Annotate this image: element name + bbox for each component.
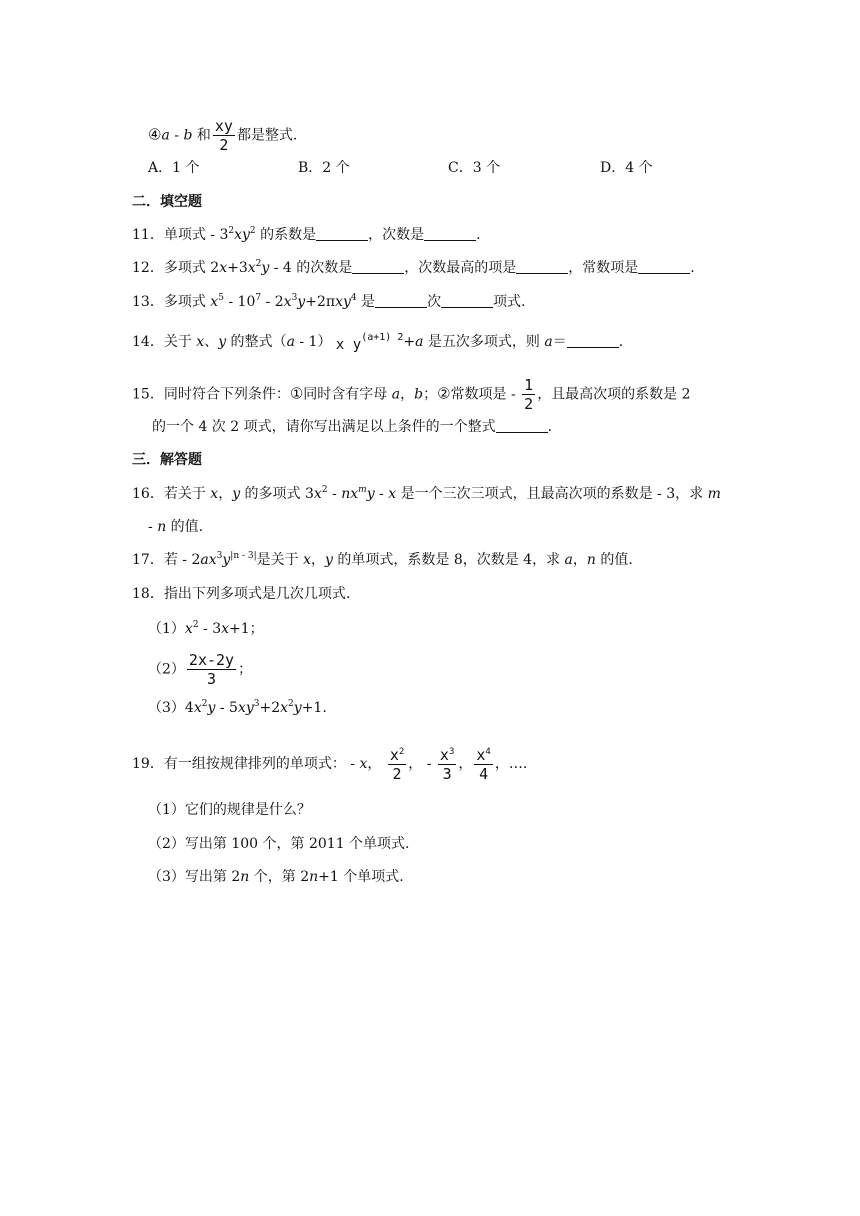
option-b: B．2 个 [298, 160, 350, 176]
option-a: A．1 个 [148, 160, 200, 176]
answer-blank[interactable] [424, 226, 476, 241]
question-18-part-1: $(1)x^2 - 3x+1$； [148, 620, 264, 637]
answer-blank[interactable] [316, 226, 368, 241]
question-16-line-1: 16．若关于 x，y 的多项式 $3x^2 - nx^my$ - x 是一个三次三项式，且最高次项的系数是 - 3，求 m [132, 485, 721, 502]
question-17: 17．若 - $2ax^3y^{|n - 3|}$是关于 x，y 的单项式，系数是 8，次数是 4，求 a，n 的值. [132, 551, 633, 568]
fraction-x2-over-2: $\frac{x^2}{2}$ [389, 745, 405, 783]
answer-blank[interactable] [441, 293, 493, 308]
expression-xy-power: x $y^{(a+1) 2}$ [335, 332, 404, 353]
answer-blank[interactable] [516, 259, 568, 274]
question-19: 19．有一组按规律排列的单项式： - x， $\frac{x^2}{2}$ ， - $\frac{x^3}{3}$ ， $\frac{x^4}{4}$ ，…. [132, 745, 528, 783]
question-12: 12．多项式 $2x+3x^2y - 4$ 的次数是 ，次数最高的项是 ，常数项是 . [132, 259, 695, 276]
question-19-part-3: （3）写出第 2n 个，第 2n+1 个单项式. [148, 869, 404, 885]
question-16-line-2: - n 的值. [148, 519, 204, 535]
question-15-line-2: 的一个 4 次 2 项式，请你写出满足以上条件的一个整式 . [152, 419, 553, 435]
item-10-statement-4: ④a - b 和 $\frac{xy}{2}$ 都是整式. [148, 117, 298, 154]
section-title-fill-blank: 二．填空题 [132, 194, 202, 210]
option-d: D．4 个 [600, 160, 653, 176]
option-c: C．3 个 [448, 160, 501, 176]
question-13: 13．多项式 $x^5 - 10^7 - 2x^3y+2\pi xy^4$ 是 次 项式. [132, 293, 526, 310]
answer-blank[interactable] [375, 293, 427, 308]
question-19-part-2: （2）写出第 100 个，第 2011 个单项式. [148, 836, 410, 852]
answer-blank[interactable] [638, 259, 690, 274]
question-11: 11．单项式 - $3^2xy^2$ 的系数是 ，次数是 . [132, 226, 481, 243]
answer-blank[interactable] [352, 259, 404, 274]
question-18-part-3: $(3)4x^2y - 5xy^3+2x^2y+1$. [148, 699, 327, 716]
question-14: 14．关于 x、y 的整式（a - 1） x $y^{(a+1) 2}+a$ 是五次多项式，则 a＝ . [132, 332, 624, 353]
section-title-solve: 三．解答题 [132, 452, 202, 468]
fraction-xy-over-2: $\frac{xy}{2}$ [214, 117, 233, 154]
question-18-part-2: （2） $\frac{2x-2y}{3}$ ； [148, 651, 253, 688]
question-15-line-1: 15．同时符合下列条件：①同时含有字母 a，b；②常数项是 - $\frac{1}{2}$ ，且最高次项的系数是 2 [132, 376, 691, 413]
question-18: 18．指出下列多项式是几次几项式. [132, 586, 351, 602]
answer-blank[interactable] [496, 418, 548, 433]
fraction-2x-2y-over-3: $\frac{2x-2y}{3}$ [188, 651, 235, 688]
question-19-part-1: （1）它们的规律是什么？ [148, 802, 311, 818]
answer-blank[interactable] [567, 333, 619, 348]
fraction-x4-over-4: $\frac{x^4}{4}$ [476, 745, 491, 783]
fraction-x3-over-3: $\frac{x^3}{3}$ [439, 745, 455, 783]
fraction-1-over-2: $\frac{1}{2}$ [524, 376, 534, 413]
